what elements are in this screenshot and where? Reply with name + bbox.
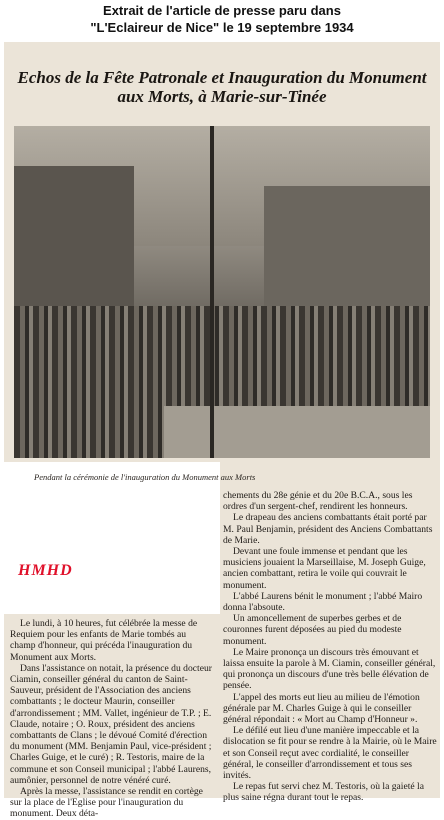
paragraph: chements du 28e génie et du 20e B.C.A., sous les ordres d'un sergent-chef, rendirent les honneurs. — [223, 490, 413, 513]
photo-caption: Pendant la cérémonie de l'inauguration du Monument aux Morts — [34, 472, 256, 482]
article-column-right — [223, 490, 437, 804]
press-clipping — [4, 42, 440, 820]
hmhd-stamp: HMHD — [18, 562, 73, 579]
header-line-1: Extrait de l'article de presse paru dans — [103, 3, 341, 18]
ceremony-photo — [14, 126, 430, 458]
paragraph: Devant une foule immense et pendant que les musiciens jouaient la Marseillaise, M. Joseph Guige, ancien combattant, retira le voile qui couvrait le monument. — [223, 546, 426, 591]
paragraph: Le drapeau des anciens combattants était porté par M. Paul Benjamin, président des Anciens Combattants de Marie. — [223, 512, 433, 546]
paragraph: L'appel des morts eut lieu au milieu de l'émotion générale par M. Charles Guige à qui le conseiller général répondait : « Mort au Champ d'Honneur ». — [223, 691, 420, 726]
photo-ground — [164, 406, 430, 458]
photo-flagpole — [210, 126, 214, 458]
paragraph: Le repas fut servi chez M. Testoris, où la gaieté la plus saine régna durant tout le repas. — [223, 781, 424, 804]
paragraph: Après la messe, l'assistance se rendit en cortège sur la place de l'Eglise pour l'inauguration du monument. Deux déta- — [10, 786, 203, 820]
article-title: Echos de la Fête Patronale et Inauguration du Monument aux Morts, à Marie-sur-Tinée — [17, 68, 427, 106]
photo-building-right — [264, 186, 430, 316]
paragraph: Le défilé eut lieu d'une manière impeccable et la dislocation se fit pour se rendre à la Mairie, où le Maire et son Conseil reçut avec cordialité, le conseiller général, le conseiller d'arrondissement et tous ses invités. — [223, 725, 437, 782]
header-line-2: "L'Eclaireur de Nice" le 19 septembre 1934 — [90, 20, 354, 35]
paragraph: Dans l'assistance on notait, la présence du docteur Ciamin, conseiller général du canton de Saint-Sauveur, président de l'Association des anciens combattants ; le docteur Maurin, conseiller d'arrondissement ; MM. Vallet, ingénieur de T.P. ; E. Claude, notaire ; O. Roux, président des anciens combattants de Clans ; le dévoué Comité d'érection du monument (MM. Benjamin Paul, vice-président ; Charles Guige, et le curé) ; R. Testoris, maire de la commune et son Conseil municipal ; l'abbé Laurens, aumônier, personnel de notre vénéré curé. — [10, 662, 212, 786]
article-column-left — [10, 618, 214, 820]
paragraph: L'abbé Laurens bénit le monument ; l'abbé Mairo donna l'absoute. — [223, 590, 423, 614]
paragraph: Le Maire prononça un discours très émouvant et laissa ensuite la parole à M. Ciamin, conseiller général, qui prononça un discours d'une très belle élévation de pensée. — [223, 646, 436, 692]
paragraph: Le lundi, à 10 heures, fut célébrée la messe de Requiem pour les enfants de Marie tombés au champ d'honneur, qui précéda l'inauguration du Monument aux Morts. — [10, 618, 198, 663]
photo-building-left — [14, 166, 134, 316]
header — [0, 2, 444, 36]
paragraph: Un amoncellement de superbes gerbes et de couronnes furent déposées au pied du modeste monument. — [223, 613, 402, 647]
